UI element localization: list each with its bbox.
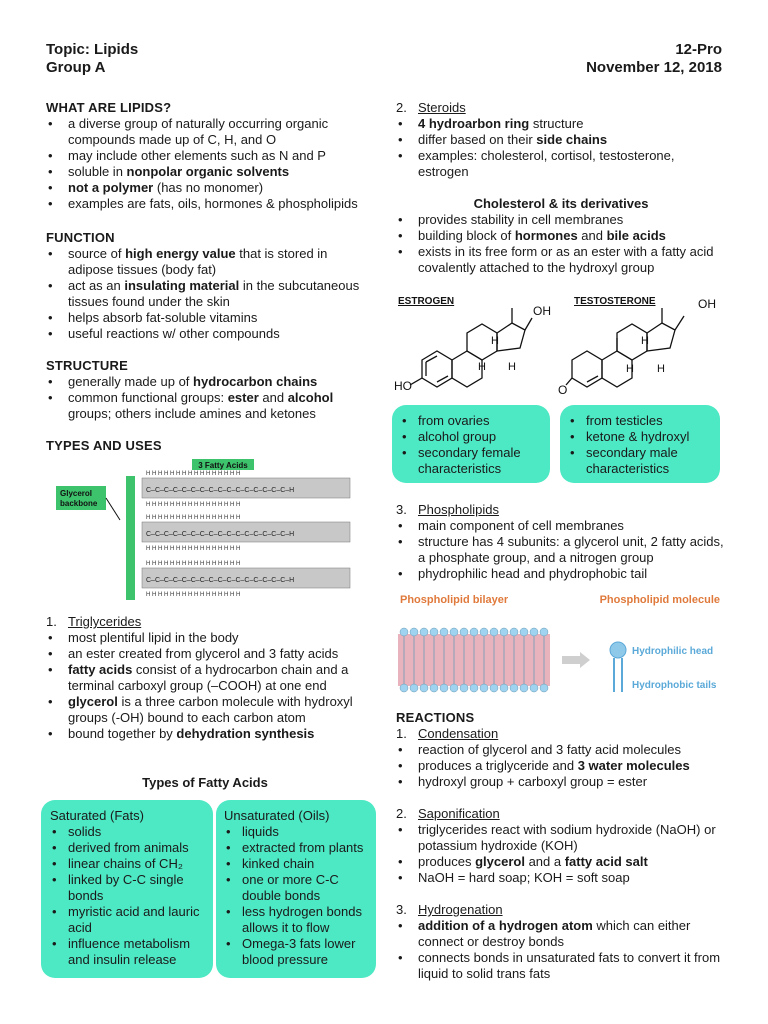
triglyceride-bullet: • glycerol is a three carbon molecule with hydroxyl groups (-OH) bound to each carbon atom [46,694,364,726]
condensation-bullet: • reaction of glycerol and 3 fatty acid molecules [396,742,728,758]
what-bullet: • a diverse group of naturally occurring organic compounds made up of C, H, and O [46,116,364,148]
phospholipid-diagram [394,588,728,702]
testosterone-box [560,405,720,483]
structure-title: STRUCTURE [46,358,128,373]
svg-text:C–C–C–C–C–C–C–C–C–C–C–C–C–C–C–: C–C–C–C–C–C–C–C–C–C–C–C–C–C–C–C–H [146,487,295,494]
molecule-label: Phospholipid molecule [599,594,720,606]
unsaturated-title: Unsaturated (Oils) [224,808,330,823]
topic-title: Topic: Lipids [46,41,139,58]
saturated-title: Saturated (Fats) [50,808,144,823]
saponification-title: Saponification [418,806,500,821]
condensation-bullet: • produces a triglyceride and 3 water molecules [396,758,728,774]
hydrogenation-bullet: • addition of a hydrogen atom which can either connect or destroy bonds [396,918,728,950]
fatty-acid-chain-2 [142,515,350,552]
saturated-item: • linked by C-C single bonds [50,872,205,904]
svg-text:H: H [478,361,486,373]
unsaturated-item: • Omega-3 fats lower blood pressure [224,936,370,968]
svg-text:H: H [657,363,665,375]
reactions-title: REACTIONS [396,710,475,725]
reactions-section: REACTIONS 1. Condensation • reaction of glycerol and 3 fatty acid molecules • produces a triglyceride and 3 water molecules • hydroxyl group + carboxyl group = ester 2. Saponification • triglycerides react with sodium hydroxide (NaOH) or potassium hydroxide (KOH) • produces glycerol and a fatty acid salt • NaOH = hard soap; KOH = soft soap 3. Hydrogenation • addition of a hydrogen atom which can either connect or destroy bonds • connects bonds in unsaturated fats to convert it from liquid to solid trans fats [396,710,728,982]
arrow-icon [562,652,590,668]
fatty-types-title: Types of Fatty Acids [142,775,268,790]
triglyceride-diagram [56,456,366,610]
saturated-item: • linear chains of CH₂ [50,856,205,872]
function-bullet: • source of high energy value that is stored in adipose tissues (body fat) [46,246,364,278]
hydrogenation-title: Hydrogenation [418,902,503,917]
function-bullet: • useful reactions w/ other compounds [46,326,364,342]
saturated-item: • derived from animals [50,840,205,856]
saponification-bullet: • triglycerides react with sodium hydroxide (NaOH) or potassium hydroxide (KOH) [396,822,728,854]
triglyceride-bullet: • bound together by dehydration synthesis [46,726,364,742]
testosterone-label: TESTOSTERONE [574,296,656,307]
svg-text:H H H H H H H H H H H H H H H: H H H H H H H H H H H H H H H H [146,502,241,508]
function-bullet: • helps absorb fat-soluble vitamins [46,310,364,326]
steroid-bullet: • 4 hydroarbon ring structure [396,116,726,132]
testosterone-o: O [558,383,568,397]
svg-text:H: H [491,335,499,347]
cholesterol-bullet: • building block of hormones and bile acids [396,228,728,244]
testosterone-item: • secondary male characteristics [568,445,716,477]
steroids-section: 2. Steroids • 4 hydroarbon ring structure • differ based on their side chains • examples: cholesterol, cortisol, testosterone, estrogen [396,100,726,180]
function-title: FUNCTION [46,230,115,245]
testosterone-oh: OH [698,297,716,311]
condensation-title: Condensation [418,726,499,741]
svg-text:H H H H H H H H H H H H H H H: H H H H H H H H H H H H H H H H [146,471,241,477]
saturated-item: • solids [50,824,205,840]
cholesterol-title: Cholesterol & its derivatives [473,196,649,211]
estrogen-item: • secondary female characteristics [400,445,546,477]
bilayer-graphic [398,628,550,692]
phospholipid-bullet: • phydrophilic head and phydrophobic tail [396,566,728,582]
saturated-item: • influence metabolism and insulin release [50,936,205,968]
triglycerides-section: 1. Triglycerides • most plentiful lipid in the body • an ester created from glycerol and 3 fatty acids • fatty acids consist of a hydrocarbon chain and a terminal carboxyl group (–COOH) at one end • glycerol is a three carbon molecule with hydroxyl groups (-OH) bound to each carbon atom • bound together by dehydration synthesis [46,614,364,742]
head-label: Hydrophilic head [632,646,714,657]
phospholipids-title: Phospholipids [418,502,499,517]
estrogen-structure [392,290,562,402]
cholesterol-bullet: • provides stability in cell membranes [396,212,728,228]
what-bullet: • examples are fats, oils, hormones & phospholipids [46,196,364,212]
hydrogenation-bullet: • connects bonds in unsaturated fats to convert it from liquid to solid trans fats [396,950,728,982]
svg-text:H: H [508,361,516,373]
tail-label: Hydrophobic tails [632,680,717,691]
testosterone-item: • ketone & hydroxyl [568,429,716,445]
bilayer-label: Phospholipid bilayer [400,594,509,606]
saturated-item: • myristic acid and lauric acid [50,904,205,936]
unsaturated-item: • kinked chain [224,856,370,872]
testosterone-structure [558,290,730,402]
steroid-bullet: • examples: cholesterol, cortisol, testosterone, estrogen [396,148,726,180]
structure-section [46,358,364,422]
triglycerides-title: Triglycerides [68,614,142,629]
what-bullet: • soluble in nonpolar organic solvents [46,164,364,180]
class-label: 12-Pro [675,41,722,58]
unsaturated-box [216,800,376,978]
svg-text:H: H [626,363,634,375]
saturated-box [41,800,213,978]
phospholipid-bullet: • structure has 4 subunits: a glycerol unit, 2 fatty acids, a phosphate group, and a nitrogen group [396,534,728,566]
saponification-bullet: • produces glycerol and a fatty acid salt [396,854,728,870]
function-section [46,230,364,342]
types-title: TYPES AND USES [46,438,162,453]
cholesterol-section [396,212,728,276]
what-bullet: • not a polymer (has no monomer) [46,180,364,196]
estrogen-box [392,405,550,483]
triglyceride-bullet: • an ester created from glycerol and 3 fatty acids [46,646,364,662]
estrogen-oh: OH [533,304,551,318]
molecule-graphic [610,642,626,692]
condensation-bullet: • hydroxyl group + carboxyl group = ester [396,774,728,790]
glycerol-label-1: Glycerol [60,489,93,498]
steroids-title: Steroids [418,100,466,115]
steroid-bullet: • differ based on their side chains [396,132,726,148]
cholesterol-bullet: • exists in its free form or as an ester with a fatty acid covalently attached to the hydroxyl group [396,244,728,276]
fatty-acids-label: 3 Fatty Acids [198,461,248,470]
what-are-lipids-section [46,100,364,212]
unsaturated-item: • liquids [224,824,370,840]
function-bullet: • act as an insulating material in the subcutaneous tissues found under the skin [46,278,364,310]
glycerol-backbone [126,476,135,600]
unsaturated-item: • one or more C-C double bonds [224,872,370,904]
unsaturated-item: • less hydrogen bonds allows it to flow [224,904,370,936]
what-bullet: • may include other elements such as N and P [46,148,364,164]
phospholipids-section: 3. Phospholipids • main component of cell membranes • structure has 4 subunits: a glycerol unit, 2 fatty acids, a phosphate group, and a nitrogen group • phydrophilic head and phydrophobic tail [396,502,728,582]
unsaturated-item: • extracted from plants [224,840,370,856]
fatty-acid-chain-3 [142,561,350,598]
triglyceride-bullet: • fatty acids consist of a hydrocarbon chain and a terminal carboxyl group (–COOH) at one end [46,662,364,694]
phospholipid-bullet: • main component of cell membranes [396,518,728,534]
svg-text:H H H H H H H H H H H H H H H: H H H H H H H H H H H H H H H H [146,546,241,552]
structure-bullet: • generally made up of hydrocarbon chains [46,374,364,390]
structure-bullet: • common functional groups: ester and alcohol groups; others include amines and ketones [46,390,364,422]
svg-text:H H H H H H H H H H H H H H H: H H H H H H H H H H H H H H H H [146,561,241,567]
triglyceride-bullet: • most plentiful lipid in the body [46,630,364,646]
glycerol-label-2: backbone [60,499,98,508]
group-label: Group A [46,59,106,76]
estrogen-item: • alcohol group [400,429,546,445]
estrogen-ho: HO [394,379,412,393]
saponification-bullet: • NaOH = hard soap; KOH = soft soap [396,870,728,886]
estrogen-label: ESTROGEN [398,296,455,307]
estrogen-item: • from ovaries [400,413,546,429]
svg-text:C–C–C–C–C–C–C–C–C–C–C–C–C–C–C–: C–C–C–C–C–C–C–C–C–C–C–C–C–C–C–C–H [146,577,295,584]
fatty-acid-chain-1 [142,471,350,508]
svg-text:H: H [641,335,649,347]
date-label: November 12, 2018 [586,59,722,76]
testosterone-item: • from testicles [568,413,716,429]
svg-text:C–C–C–C–C–C–C–C–C–C–C–C–C–C–C–: C–C–C–C–C–C–C–C–C–C–C–C–C–C–C–C–H [146,531,295,538]
svg-text:H H H H H H H H H H H H H H H: H H H H H H H H H H H H H H H H [146,515,241,521]
svg-text:H H H H H H H H H H H H H H H: H H H H H H H H H H H H H H H H [146,592,241,598]
what-title: WHAT ARE LIPIDS? [46,100,172,115]
